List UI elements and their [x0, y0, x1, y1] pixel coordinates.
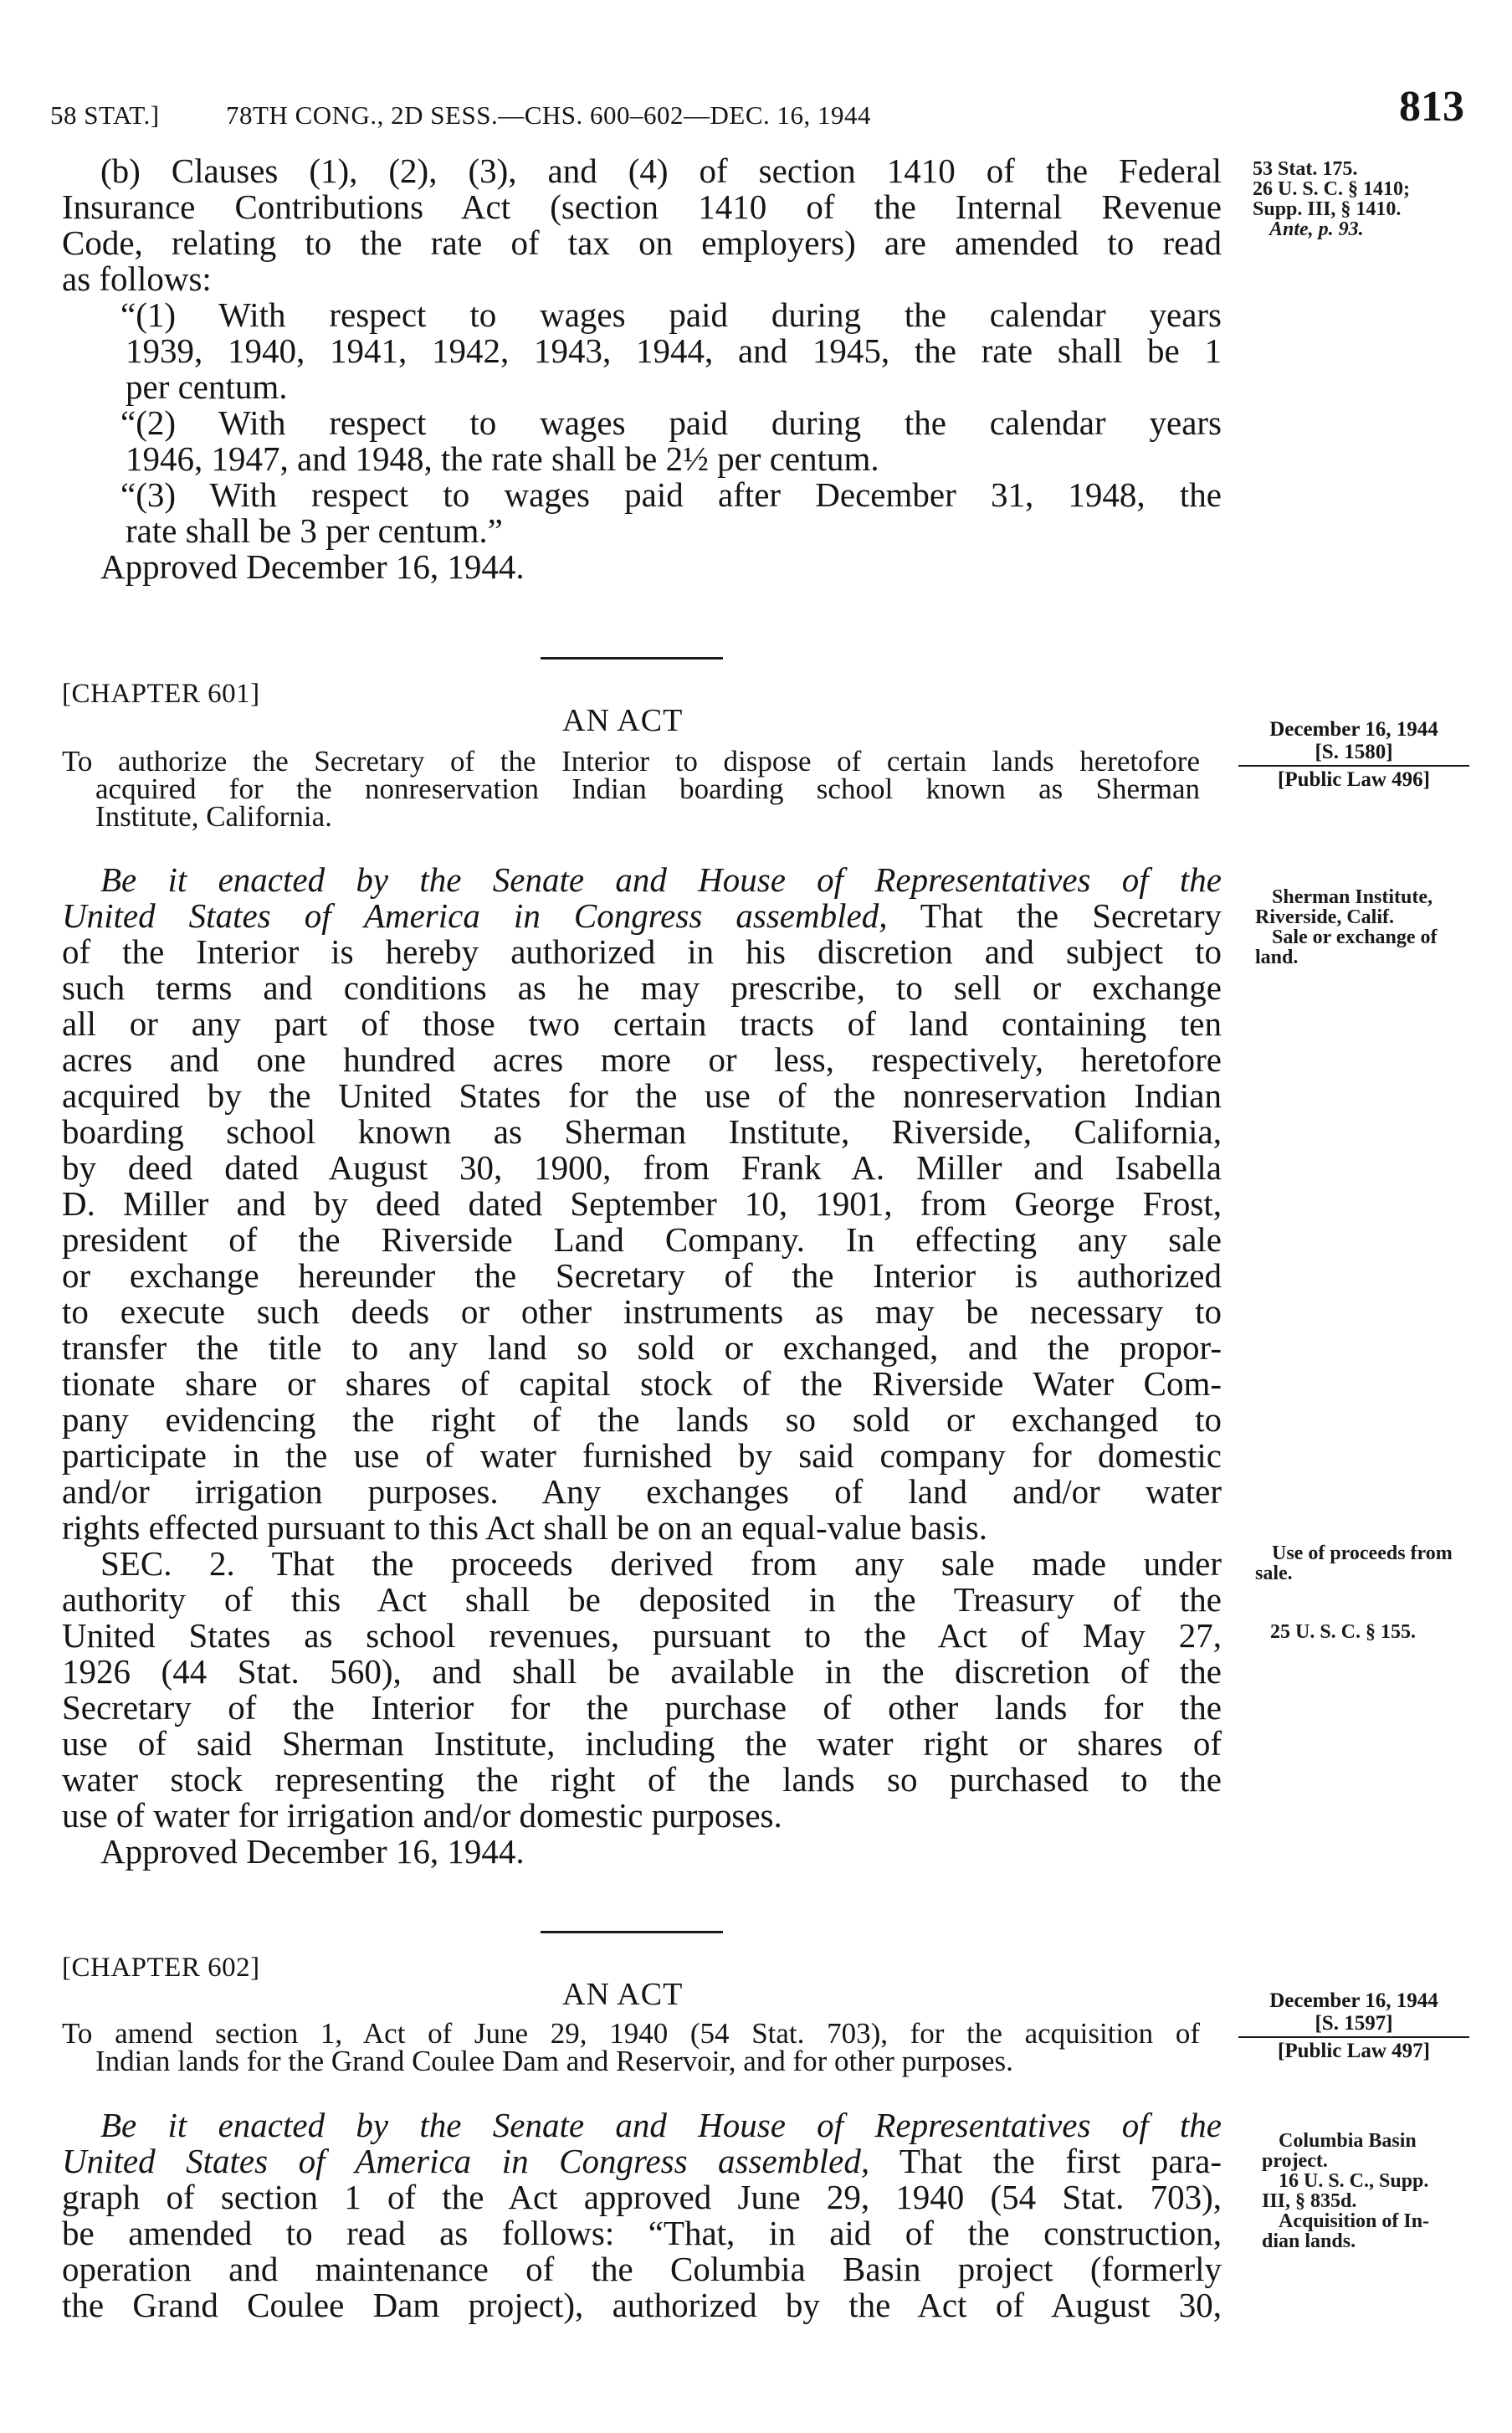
body-line: rights effected pursuant to this Act shall be on an equal-value basis. [62, 1508, 987, 1547]
quote-line: “(2) With respect to wages paid during the calendar years [120, 403, 1222, 442]
public-law-number: [Public Law 496] [1278, 768, 1430, 791]
body-line: of the Interior is hereby authorized in his discretion and subject to [62, 932, 1222, 971]
body-line: operation and maintenance of the Columbia Basin project (formerly [62, 2250, 1222, 2288]
body-line: pany evidencing the right of the lands so sold or exchanged to [62, 1400, 1222, 1439]
body-line: use of water for irrigation and/or domestic purposes. [62, 1796, 782, 1835]
body-line: authority of this Act shall be deposited in the Treasury of the [62, 1580, 1222, 1619]
docket-block [1238, 718, 1469, 793]
quote-line: 1946, 1947, and 1948, the rate shall be 2½ per centum. [126, 439, 879, 478]
section-2-heading-line: SEC. 2. That the proceeds derived from any sale made under [100, 1544, 1222, 1583]
running-head [50, 82, 1464, 141]
chapter-label: [CHAPTER 601] [62, 679, 260, 709]
margin-note-proceeds: Use of proceeds from sale. [1255, 1542, 1453, 1584]
section-divider [541, 1931, 723, 1933]
body-line: as follows: [62, 259, 212, 298]
enactment-date: December 16, 1944 [1269, 1989, 1438, 2012]
chapter-602-body [62, 2107, 1222, 2323]
amended-text-quote [120, 295, 1222, 550]
enactment-date: December 16, 1944 [1269, 718, 1438, 741]
bill-number: [S. 1597] [1238, 2013, 1469, 2038]
body-line: by deed dated August 30, 1900, from Frank A. Miller and Isabella [62, 1148, 1222, 1187]
body-line: United States of America in Congress assembled, That the Secretary [62, 896, 1222, 935]
approval-line: Approved December 16, 1944. [100, 547, 525, 586]
enacting-clause: Be it enacted by the Senate and House of Representatives of the [100, 860, 1222, 899]
page-number: 813 [1399, 83, 1464, 131]
session-chapter-heading: 78TH CONG., 2D SESS.—CHS. 600–602—DEC. 16, 1944 [226, 100, 872, 130]
body-line: participate in the use of water furnished by said company for domestic [62, 1436, 1222, 1475]
body-line: president of the Riverside Land Company. In effecting any sale [62, 1220, 1222, 1259]
body-line: (b) Clauses (1), (2), (3), and (4) of section 1410 of the Federal [100, 151, 1222, 190]
chapter-601-body [62, 862, 1222, 1870]
quote-line: “(1) With respect to wages paid during the calendar years [120, 295, 1222, 334]
body-line: tionate share or shares of capital stock of the Riverside Water Com- [62, 1364, 1222, 1403]
chapter-label: [CHAPTER 602] [62, 1953, 260, 1983]
public-law-number: [Public Law 497] [1278, 2040, 1430, 2062]
margin-note-columbia: Columbia Basin project. 16 U. S. C., Supp. III, § 835d. Acquisition of In- dian lands. [1262, 2130, 1430, 2252]
body-line: 1926 (44 Stat. 560), and shall be available in the discretion of the [62, 1652, 1222, 1691]
quote-line: “(3) With respect to wages paid after December 31, 1948, the [120, 475, 1222, 514]
margin-citation: 25 U. S. C. § 155. [1270, 1621, 1417, 1643]
body-line: be amended to read as follows: “That, in aid of the construction, [62, 2214, 1222, 2252]
section-b [62, 153, 1222, 585]
body-line: or exchange hereunder the Secretary of the Interior is authorized [62, 1256, 1222, 1295]
body-line: use of said Sherman Institute, including the water right or shares of [62, 1724, 1222, 1763]
act-purpose: To amend section 1, Act of June 29, 1940 (54 Stat. 703), for the acquisition of Indian lands for the Grand Coulee Dam and Reservoir, and for other purposes. [62, 2017, 1200, 2077]
body-line: D. Miller and by deed dated September 10, 1901, from George Frost, [62, 1184, 1222, 1223]
quote-line: per centum. [126, 367, 288, 406]
body-line: graph of section 1 of the Act approved June 29, 1940 (54 Stat. 703), [62, 2178, 1222, 2216]
margin-citation: 53 Stat. 175. 26 U. S. C. § 1410; Supp. III, § 1410. Ante, p. 93. [1253, 158, 1411, 240]
body-line: boarding school known as Sherman Institute, Riverside, California, [62, 1112, 1222, 1151]
section-divider [541, 657, 723, 660]
quote-line: rate shall be 3 per centum.” [126, 511, 503, 550]
bill-number: [S. 1580] [1238, 742, 1469, 767]
body-line: and/or irrigation purposes. Any exchanges of land and/or water [62, 1472, 1222, 1511]
body-line: all or any part of those two certain tracts of land containing ten [62, 1004, 1222, 1043]
docket-block [1238, 1989, 1469, 2065]
body-line: Secretary of the Interior for the purchase of other lands for the [62, 1688, 1222, 1727]
body-line: water stock representing the right of the lands so purchased to the [62, 1760, 1222, 1799]
body-line: transfer the title to any land so sold or exchanged, and the propor- [62, 1328, 1222, 1367]
margin-note-sherman: Sherman Institute, Riverside, Calif. Sale or exchange of land. [1255, 886, 1438, 968]
body-line: acquired by the United States for the use of the nonreservation Indian [62, 1076, 1222, 1115]
body-line: Insurance Contributions Act (section 1410 of the Internal Revenue [62, 187, 1222, 226]
approval-line: Approved December 16, 1944. [100, 1832, 525, 1871]
act-heading: AN ACT [562, 1977, 684, 2012]
body-line: such terms and conditions as he may prescribe, to sell or exchange [62, 968, 1222, 1007]
quote-line: 1939, 1940, 1941, 1942, 1943, 1944, and 1945, the rate shall be 1 [126, 331, 1222, 370]
act-heading: AN ACT [562, 703, 684, 738]
statute-reference: 58 STAT.] [50, 100, 160, 130]
body-line: acres and one hundred acres more or less, respectively, heretofore [62, 1040, 1222, 1079]
act-purpose: To authorize the Secretary of the Interior to dispose of certain lands heretofore acquired for the nonreservation Indian boarding school known as Sherman Institute, California. [62, 745, 1200, 833]
enacting-clause: Be it enacted by the Senate and House of Representatives of the [100, 2106, 1222, 2144]
body-line: Code, relating to the rate of tax on employers) are amended to read [62, 223, 1222, 262]
body-line: United States as school revenues, pursuant to the Act of May 27, [62, 1616, 1222, 1655]
body-line: to execute such deeds or other instruments as may be necessary to [62, 1292, 1222, 1331]
body-line: the Grand Coulee Dam project), authorized by the Act of August 30, [62, 2286, 1222, 2324]
body-line: United States of America in Congress assembled, That the first para- [62, 2142, 1222, 2180]
